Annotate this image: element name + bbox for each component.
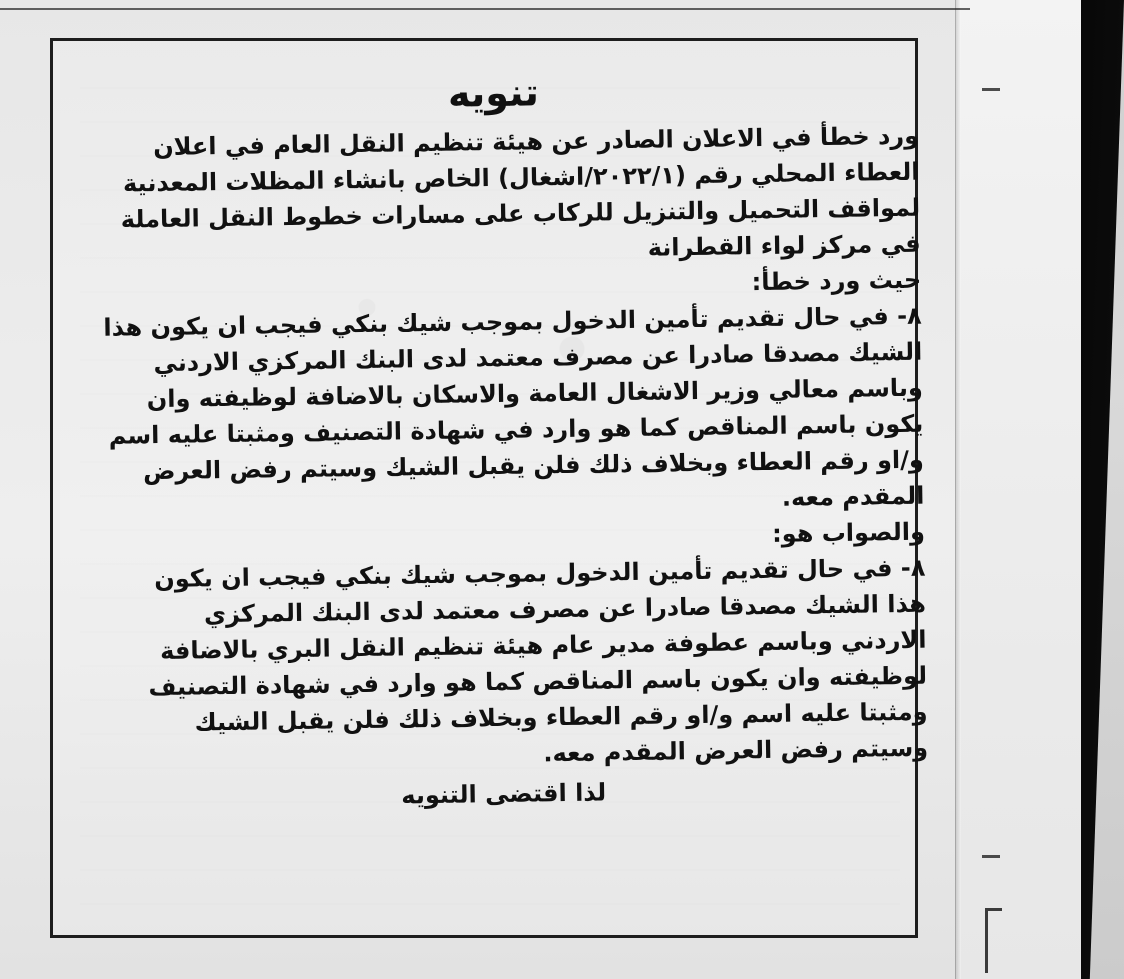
- notice-closing: لذا اقتضى التنويه: [401, 778, 607, 810]
- correct-text: ٨- في حال تقديم تأمين الدخول بموجب شيك بنكي فيجب ان يكون هذا الشيك مصدقا صادرا عن مصرف معتمد لدى البنك المركزي الاردني وباسم عطوفة مدير عام هيئة تنظيم النقل البري بالاضافة لوظيفته وان يكون باسم المناقص كما هو وارد في شهادة التصنيف ومثبتا عليه اسم و/او رقم العطاء وبخلاف ذلك فلن يقبل الشيك وسيتم رفض العرض المقدم معه.: [148, 553, 929, 768]
- error-text: ٨- في حال تقديم تأمين الدخول بموجب شيك بنكي فيجب ان يكون هذا الشيك مصدقا صادرا عن مصرف معتمد لدى البنك المركزي الاردني وباسم معالي وزير الاشغال العامة والاسكان بالاضافة لوظيفته وان يكون باسم المناقص كما هو وارد في شهادة التصنيف ومثبتا عليه اسم و/او رقم العطاء وبخلاف ذلك فلن يقبل الشيك وسيتم رفض العرض المقدم معه.: [103, 301, 925, 512]
- notice-title: تنويه: [447, 70, 540, 116]
- correct-heading: والصواب هو:: [771, 517, 926, 548]
- page-fold-shadow: [955, 0, 961, 979]
- error-heading: حيث ورد خطأ:: [751, 265, 922, 297]
- column-marker: [982, 88, 1000, 91]
- notice-content: [68, 64, 931, 937]
- column-bracket: [985, 908, 1002, 973]
- column-marker: [982, 855, 1000, 858]
- page-fold-strip: [955, 0, 1081, 979]
- top-divider: [0, 8, 970, 10]
- notice-intro: ورد خطأ في الاعلان الصادر عن هيئة تنظيم النقل العام في اعلان العطاء المحلي رقم (٢٠٢٢/١/اشغال) الخاص بانشاء المظلات المعدنية لمواقف التحميل والتنزيل للركاب على مسارات خطوط النقل العاملة في مركز لواء القطرانة: [120, 121, 921, 262]
